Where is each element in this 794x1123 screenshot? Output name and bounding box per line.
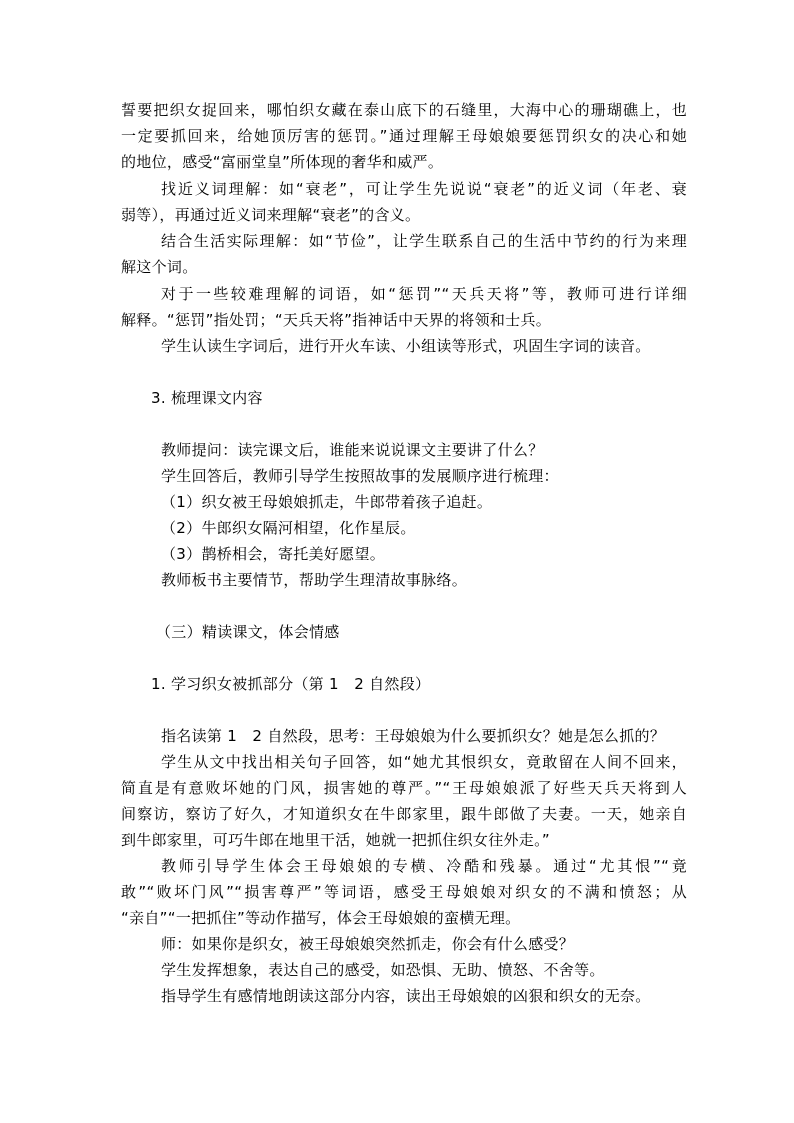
paragraph-line: 誓要把织女捉回来，哪怕织女藏在泰山底下的石缝里，大海中心的珊瑚礁上，也 bbox=[121, 101, 687, 119]
paragraph-line: 解这个词。 bbox=[121, 258, 198, 276]
paragraph-line: 弱等），再通过近义词来理解“衰老”的含义。 bbox=[121, 206, 421, 224]
paragraph-line: 学生认读生字词后，进行开火车读、小组读等形式，巩固生字词的读音。 bbox=[161, 337, 651, 355]
paragraph-line: 结合生活实际理解：如“节俭”，让学生联系自己的生活中节约的行为来理 bbox=[161, 232, 687, 250]
paragraph-line: “亲自”“一把抓住”等动作描写，体会王母娘娘的蛮横无理。 bbox=[121, 909, 521, 927]
paragraph-line: 师：如果你是织女，被王母娘娘突然抓走，你会有什么感受？ bbox=[161, 935, 575, 953]
paragraph-line: 的地位，感受“富丽堂皇”所体现的奢华和威严。 bbox=[121, 153, 444, 171]
section-heading: 3. 梳理课文内容 bbox=[151, 389, 263, 407]
paragraph-line: 对于一些较难理解的词语，如“惩罚”“天兵天将”等，教师可进行详细 bbox=[161, 285, 687, 303]
paragraph-line: 到牛郎家里，可巧牛郎在地里干活，她就一把抓住织女往外走。” bbox=[121, 831, 550, 849]
paragraph-line: 教师引导学生体会王母娘娘的专横、冷酷和残暴。通过“尤其恨”“竟 bbox=[161, 857, 687, 875]
paragraph-line: 指名读第 1 2 自然段，思考：王母娘娘为什么要抓织女？她是怎么抓的？ bbox=[161, 727, 666, 745]
list-item: （1）织女被王母娘娘抓走，牛郎带着孩子追赶。 bbox=[161, 493, 493, 511]
section-heading: （三）精读课文，体会情感 bbox=[156, 623, 340, 641]
paragraph-line: 教师提问：读完课文后，谁能来说说课文主要讲了什么？ bbox=[161, 441, 544, 459]
paragraph-line: 找近义词理解：如“衰老”，可让学生先说说“衰老”的近义词（年老、衰 bbox=[161, 180, 687, 198]
paragraph-line: 敢”“败坏门风”“损害尊严”等词语，感受王母娘娘对织女的不满和愤怒；从 bbox=[121, 883, 687, 901]
paragraph-line: 一定要抓回来，给她顶厉害的惩罚。”通过理解王母娘娘要惩罚织女的决心和她 bbox=[121, 127, 687, 145]
paragraph-line: 间察访，察访了好久，才知道织女在牛郎家里，跟牛郎做了夫妻。一天，她亲自 bbox=[121, 805, 687, 823]
list-item: （3）鹊桥相会，寄托美好愿望。 bbox=[161, 545, 386, 563]
paragraph-line: 解释。“惩罚”指处罚；“天兵天将”指神话中天界的将领和士兵。 bbox=[121, 311, 552, 329]
paragraph-line: 学生从文中找出相关句子回答，如“她尤其恨织女，竟敢留在人间不回来， bbox=[161, 753, 687, 771]
paragraph-line: 学生发挥想象，表达自己的感受，如恐惧、无助、愤怒、不舍等。 bbox=[161, 961, 605, 979]
list-item: （2）牛郎织女隔河相望，化作星辰。 bbox=[161, 519, 416, 537]
paragraph-line: 简直是有意败坏她的门风，损害她的尊严。”“王母娘娘派了好些天兵天将到人 bbox=[121, 779, 687, 797]
paragraph-line: 指导学生有感情地朗读这部分内容，读出王母娘娘的凶狠和织女的无奈。 bbox=[161, 987, 651, 1005]
paragraph-line: 教师板书主要情节，帮助学生理清故事脉络。 bbox=[161, 571, 468, 589]
paragraph-line: 学生回答后，教师引导学生按照故事的发展顺序进行梳理： bbox=[161, 467, 559, 485]
section-heading: 1. 学习织女被抓部分（第 1 2 自然段） bbox=[151, 675, 431, 693]
